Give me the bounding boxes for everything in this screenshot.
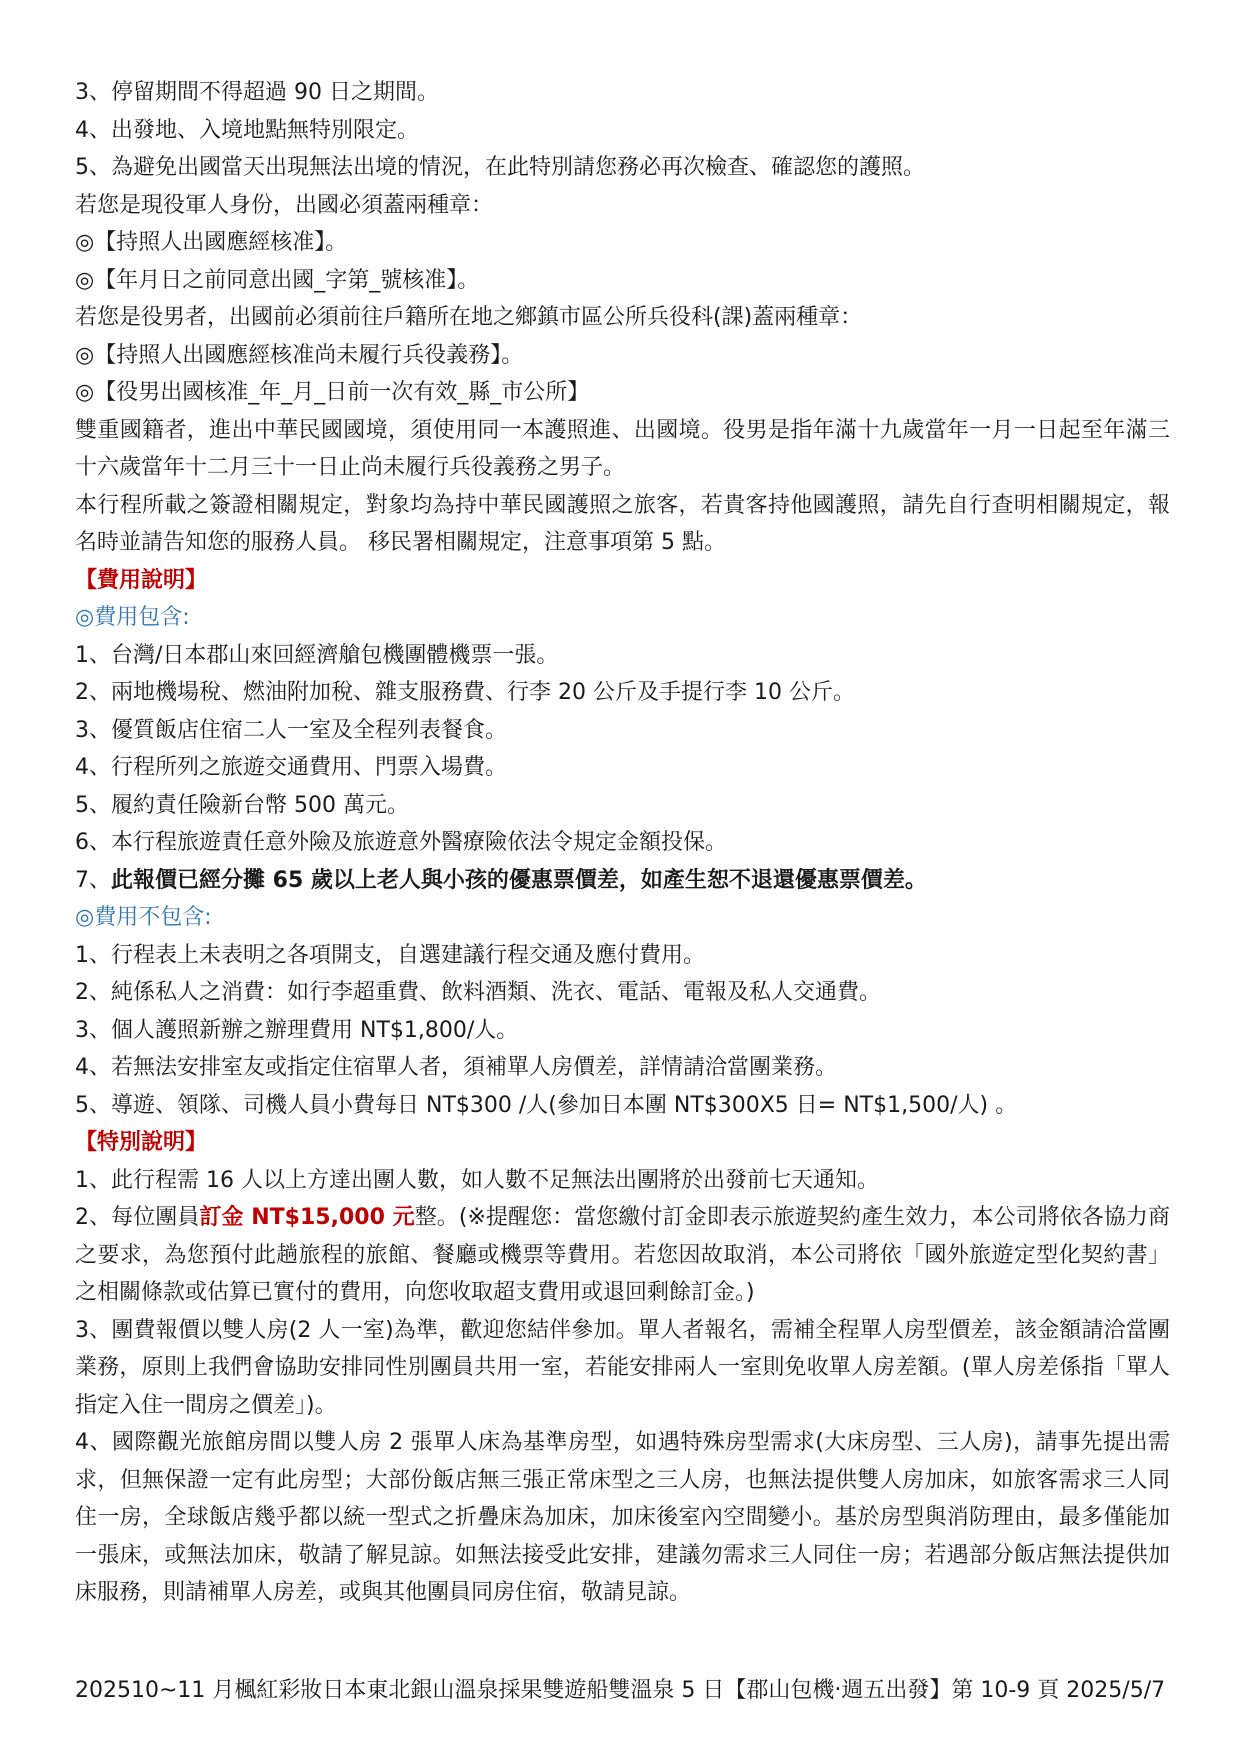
special-item-3: 3、團費報價以雙人房(2 人一室)為準，歡迎您結伴參加。單人者報名，需補全程單人房型價差，該金額請洽當團業務，原則上我們會協助安排同性別團員共用一室，若能安排兩人一室則免收單人房差額。(單人房差係指「單人指定入住一間房之價差」)。 <box>75 1317 1170 1418</box>
fees-included-item-7 <box>75 862 1170 900</box>
fees-included-item: 4、行程所列之旅遊交通費用、門票入場費。 <box>75 755 507 780</box>
military-stamp-1: ◎【持照人出國應經核准】。 <box>75 230 348 255</box>
visa-rules-note: 本行程所載之簽證相關規定，對象均為持中華民國護照之旅客，若貴客持他國護照，請先自行查明相關規定，報名時並請告知您的服務人員。 移民署相關規定，注意事項第 5 點。 <box>75 492 1170 555</box>
special-item-1: 1、此行程需 16 人以上方達出團人數，如人數不足無法出團將於出發前七天通知。 <box>75 1167 879 1193</box>
deposit-amount: 訂金 NT$15,000 元 <box>199 1205 415 1230</box>
passport-note-3: 3、停留期間不得超過 90 日之期間。 <box>75 80 439 105</box>
document-body <box>75 74 1170 1612</box>
special-item-2-prefix: 2、每位團員 <box>75 1205 200 1230</box>
dual-nationality-note: 雙重國籍者，進出中華民國國境，須使用同一本護照進、出國境。役男是指年滿十九歲當年一月一日起至年滿三十六歲當年十二月三十一日止尚未履行兵役義務之男子。 <box>75 417 1170 480</box>
special-item-2-suffix: 整。(※提醒您：當您繳付訂金即表示旅遊契約產生效力，本公司將依各協力商之要求，為您預付此趟旅程的旅館、餐廳或機票等費用。若您因故取消，本公司將依「國外旅遊定型化契約書」之相關條款或估算已實付的費用，向您收取超支費用或退回剩餘訂金。) <box>75 1205 1170 1305</box>
fees-excluded-item: 4、若無法安排室友或指定住宿單人者，須補單人房價差，詳情請洽當團業務。 <box>75 1055 837 1080</box>
item-number: 7、 <box>75 867 111 893</box>
conscript-intro: 若您是役男者，出國前必須前往戶籍所在地之鄉鎮市區公所兵役科(課)蓋兩種章： <box>75 305 863 330</box>
fees-included-item: 5、履約責任險新台幣 500 萬元。 <box>75 792 409 818</box>
fees-included-item: 2、兩地機場稅、燃油附加稅、雜支服務費、行李 20 公斤及手提行李 10 公斤。 <box>75 680 855 705</box>
special-item-4: 4、國際觀光旅館房間以雙人房 2 張單人床為基準房型，如遇特殊房型需求(大床房型、三人房)，請事先提出需求，但無保證一定有此房型；大部份飯店無三張正常床型之三人房，也無法提供雙人房加床，如旅客需求三人同住一房，全球飯店幾乎都以統一型式之折疊床為加床，加床後室內空間變小。基於房型與消防理由，最多僅能加一張床，或無法加床，敬請了解見諒。如無法接受此安排，建議勿需求三人同住一房；若遇部分飯店無法提供加床服務，則請補單人房差，或與其他團員同房住宿，敬請見諒。 <box>75 1430 1170 1605</box>
fees-excluded-item: 2、純係私人之消費：如行李超重費、飲料酒類、洗衣、電話、電報及私人交通費。 <box>75 980 881 1005</box>
military-intro: 若您是現役軍人身份，出國必須蓋兩種章： <box>75 192 494 218</box>
fees-included-item: 3、優質飯店住宿二人一室及全程列表餐食。 <box>75 717 507 743</box>
special-item-2 <box>75 1199 1170 1312</box>
discount-notice: 此報價已經分攤 65 歲以上老人與小孩的優惠票價差，如產生恕不退還優惠票價差。 <box>111 867 927 893</box>
fees-excluded-item: 3、個人護照新辦之辦理費用 NT$1,800/人。 <box>75 1017 519 1043</box>
page-footer: 202510~11 月楓紅彩妝日本東北銀山溫泉採果雙遊船雙溫泉 5 日【郡山包機‧週五出發】第 10-9 頁 2025/5/7 <box>75 1678 1166 1703</box>
fees-included-item: 6、本行程旅遊責任意外險及旅遊意外醫療險依法令規定金額投保。 <box>75 830 727 855</box>
passport-note-5: 5、為避免出國當天出現無法出境的情況，在此特別請您務必再次檢查、確認您的護照。 <box>75 155 925 180</box>
fees-included-heading: ◎費用包含: <box>75 605 190 630</box>
fees-excluded-heading: ◎費用不包含: <box>75 905 212 930</box>
fees-included-item: 1、台灣/日本郡山來回經濟艙包機團體機票一張。 <box>75 642 559 668</box>
fees-section-title: 【費用說明】 <box>75 567 208 593</box>
conscript-stamp-2: ◎【役男出國核准_年_月_日前一次有效_縣_市公所】 <box>75 380 590 405</box>
fees-excluded-item: 5、導遊、領隊、司機人員小費每日 NT$300 /人(參加日本團 NT$300X5 日= NT$1,500/人) 。 <box>75 1092 1018 1118</box>
passport-note-4: 4、出發地、入境地點無特別限定。 <box>75 117 419 143</box>
special-section-title: 【特別說明】 <box>75 1130 208 1155</box>
fees-excluded-item: 1、行程表上未表明之各項開支，自選建議行程交通及應付費用。 <box>75 942 705 968</box>
conscript-stamp-1: ◎【持照人出國應經核准尚未履行兵役義務】。 <box>75 342 524 368</box>
military-stamp-2: ◎【年月日之前同意出國_字第_號核准】。 <box>75 267 480 293</box>
